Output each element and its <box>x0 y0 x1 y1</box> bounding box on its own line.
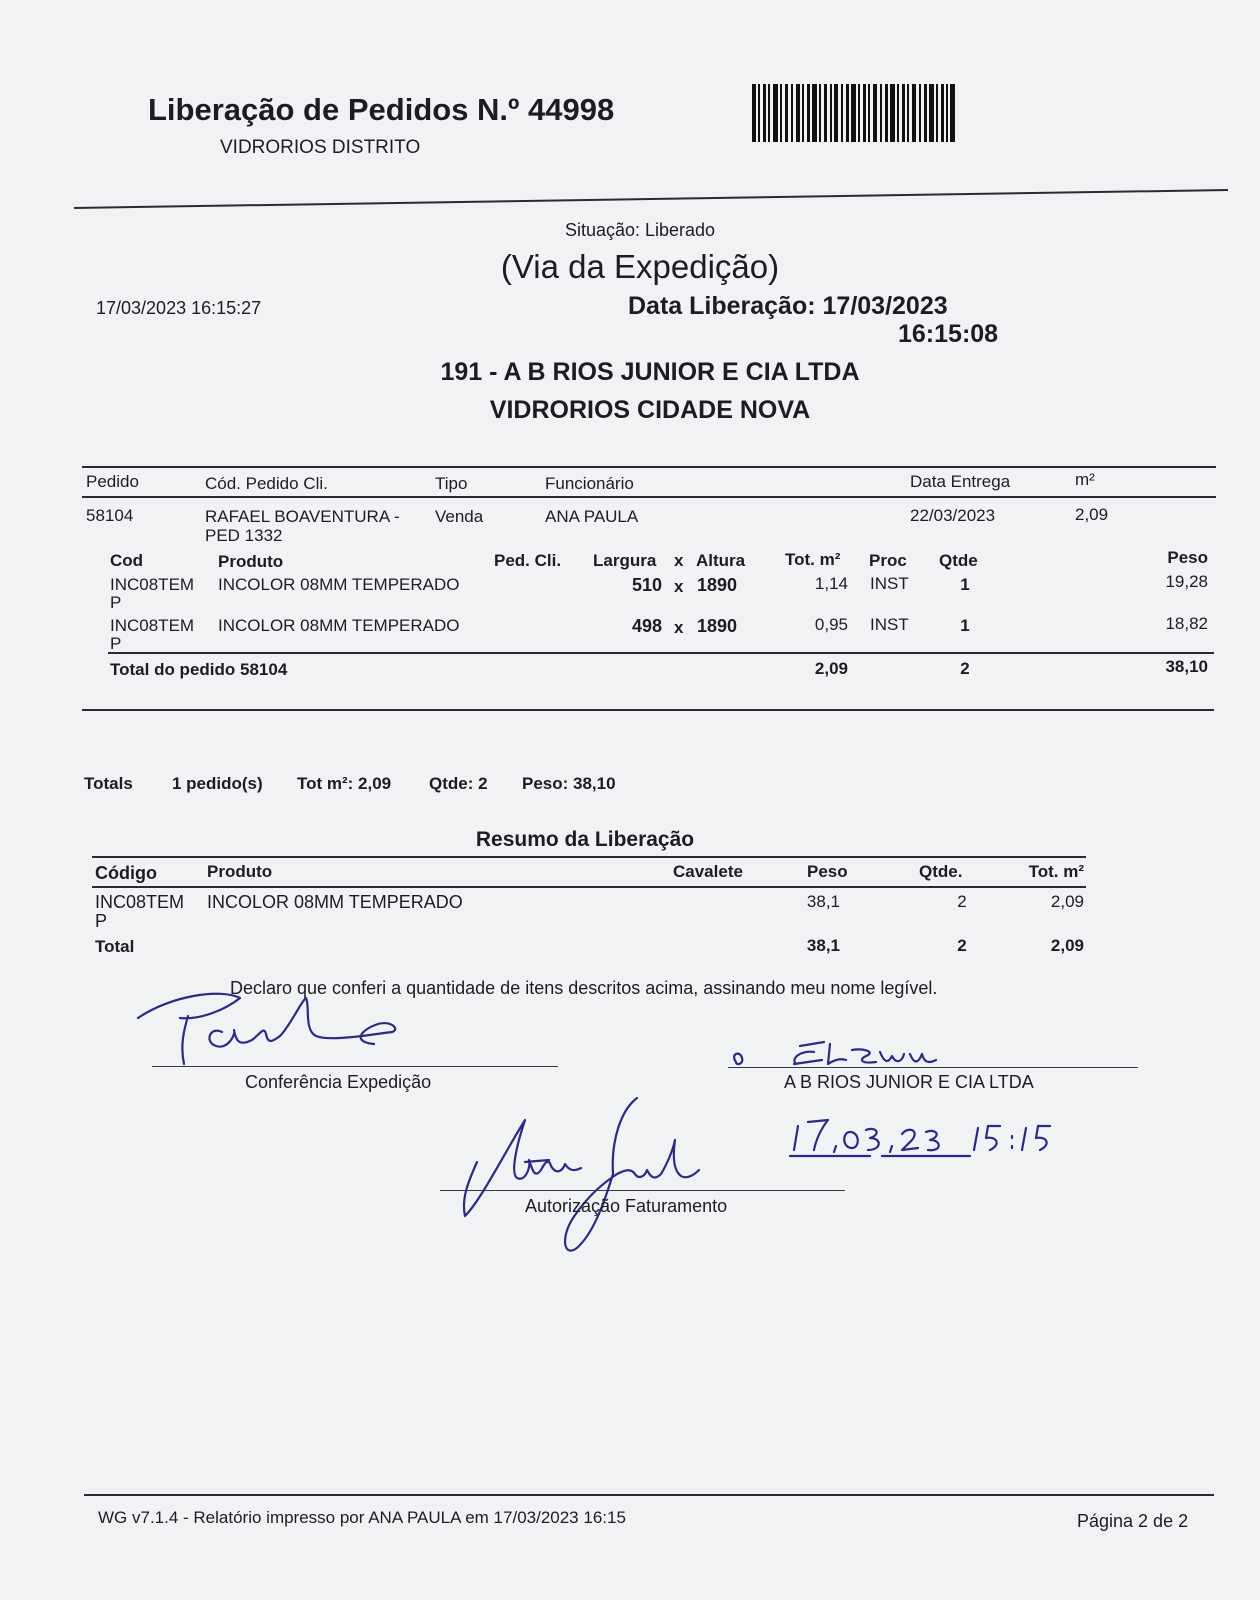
order-type: Venda <box>435 507 484 526</box>
item-col-produto: Produto <box>218 552 284 571</box>
signature-conferencia <box>130 990 420 1070</box>
signature-line-company <box>728 1067 1138 1068</box>
summary-col-produto: Produto <box>207 862 273 881</box>
item-product: INCOLOR 08MM TEMPERADO <box>218 575 460 594</box>
item-col-cod: Cod <box>110 551 144 570</box>
totals-weight: Peso: 38,10 <box>522 774 616 793</box>
autorizacao-label: Autorização Faturamento <box>525 1196 728 1216</box>
item-weight: 18,82 <box>1165 614 1208 633</box>
summary-col-codigo: Código <box>95 863 157 883</box>
item-times: x <box>674 618 684 637</box>
company-signature-label: A B RIOS JUNIOR E CIA LTDA <box>784 1072 1034 1092</box>
summary-title: Resumo da Liberação <box>475 828 695 851</box>
order-employee: ANA PAULA <box>545 507 639 526</box>
handwritten-date <box>790 1116 1100 1156</box>
summary-col-cavalete: Cavalete <box>673 862 743 881</box>
release-date: Data Liberação: 17/03/2023 <box>628 292 948 320</box>
summary-col-peso: Peso <box>807 862 848 881</box>
item-height: 1890 <box>697 575 738 595</box>
item-col-proc: Proc <box>869 551 907 570</box>
order-total-rule <box>108 652 1214 654</box>
client-branch: VIDRORIOS CIDADE NOVA <box>489 396 811 424</box>
item-product: INCOLOR 08MM TEMPERADO <box>218 616 460 635</box>
item-tot-m2: 0,95 <box>814 615 848 634</box>
summary-total-label: Total <box>95 937 135 956</box>
orders-bottom-rule <box>82 709 1214 711</box>
item-proc: INST <box>870 574 909 593</box>
status-text: Situação: Liberado <box>564 220 716 240</box>
order-total-label: Total do pedido 58104 <box>110 660 288 679</box>
declaration-text: Declaro que conferi a quantidade de itens descritos acima, assinando meu nome legível. <box>230 978 938 998</box>
col-funcionario: Funcionário <box>545 474 634 493</box>
summary-total-m2: 2,09 <box>1050 936 1084 955</box>
summary-product: INCOLOR 08MM TEMPERADO <box>207 892 463 912</box>
order-total-m2: 2,09 <box>814 659 848 678</box>
document-title: Liberação de Pedidos N.º 44998 <box>148 92 615 127</box>
summary-col-tot-m2: Tot. m² <box>1028 862 1084 881</box>
summary-total-weight: 38,1 <box>806 936 840 955</box>
item-code-2: P <box>110 593 122 612</box>
item-col-peso: Peso <box>1167 548 1208 567</box>
item-proc: INST <box>870 615 909 634</box>
summary-top-rule <box>92 856 1086 858</box>
col-pedido: Pedido <box>86 472 139 491</box>
conferencia-label: Conferência Expedição <box>245 1072 432 1092</box>
item-width: 498 <box>631 616 662 636</box>
item-qty: 1 <box>960 575 970 594</box>
item-height: 1890 <box>697 616 738 636</box>
release-time: 16:15:08 <box>898 320 999 348</box>
signature-autorizacao <box>455 1090 728 1270</box>
item-col-largura: Largura <box>593 551 657 570</box>
item-code-1: INC08TEM <box>110 575 195 594</box>
client-name: 191 - A B RIOS JUNIOR E CIA LTDA <box>440 358 860 386</box>
col-m2: m² <box>1075 470 1095 489</box>
order-m2: 2,09 <box>1075 505 1109 524</box>
item-tot-m2: 1,14 <box>814 574 848 593</box>
order-total-qty: 2 <box>960 659 970 678</box>
col-tipo: Tipo <box>435 474 468 493</box>
item-weight: 19,28 <box>1165 572 1208 591</box>
summary-col-qtde: Qtde. <box>919 862 963 881</box>
item-col-altura: Altura <box>696 551 746 570</box>
summary-code-2: P <box>95 911 108 931</box>
footer-report-info: WG v7.1.4 - Relatório impresso por ANA PAULA em 17/03/2023 16:15 <box>98 1508 626 1527</box>
item-times: x <box>674 577 684 596</box>
summary-qty: 2 <box>957 892 967 911</box>
page-number: Página 2 de 2 <box>1077 1511 1189 1531</box>
footer-rule <box>84 1494 1214 1496</box>
signature-line-conferencia <box>152 1066 558 1067</box>
item-width: 510 <box>631 575 662 595</box>
item-code-2: P <box>110 634 122 653</box>
summary-m2: 2,09 <box>1050 892 1084 911</box>
print-datetime: 17/03/2023 16:15:27 <box>96 298 262 318</box>
orders-top-rule <box>82 466 1216 468</box>
header-rule <box>74 188 1228 212</box>
totals-label: Totals <box>84 774 133 793</box>
summary-weight: 38,1 <box>806 892 840 911</box>
orders-header-rule <box>82 496 1216 498</box>
col-data-entrega: Data Entrega <box>910 472 1011 491</box>
item-code-1: INC08TEM <box>110 616 195 635</box>
order-total-weight: 38,10 <box>1165 657 1208 676</box>
totals-m2: Tot m²: 2,09 <box>297 774 392 793</box>
signature-line-autorizacao <box>440 1190 845 1191</box>
order-number: 58104 <box>86 506 134 525</box>
order-client-code-2: PED 1332 <box>205 526 283 545</box>
copy-type: (Via da Expedição) <box>500 248 780 285</box>
totals-qty: Qtde: 2 <box>429 774 488 793</box>
item-col-x: x <box>674 551 684 570</box>
totals-orders: 1 pedido(s) <box>172 774 263 793</box>
order-client-code-1: RAFAEL BOAVENTURA - <box>205 507 400 526</box>
col-cod-pedido-cli: Cód. Pedido Cli. <box>205 474 328 493</box>
barcode <box>752 84 956 142</box>
summary-total-qty: 2 <box>957 936 967 955</box>
summary-code-1: INC08TEM <box>95 892 185 912</box>
item-qty: 1 <box>960 616 970 635</box>
order-delivery-date: 22/03/2023 <box>910 506 996 525</box>
summary-header-rule <box>92 886 1086 888</box>
item-col-ped-cli: Ped. Cli. <box>494 551 562 570</box>
item-col-tot-m2: Tot. m² <box>785 550 841 569</box>
issuer-company: VIDRORIOS DISTRITO <box>220 137 421 158</box>
item-col-qtde: Qtde <box>939 551 978 570</box>
